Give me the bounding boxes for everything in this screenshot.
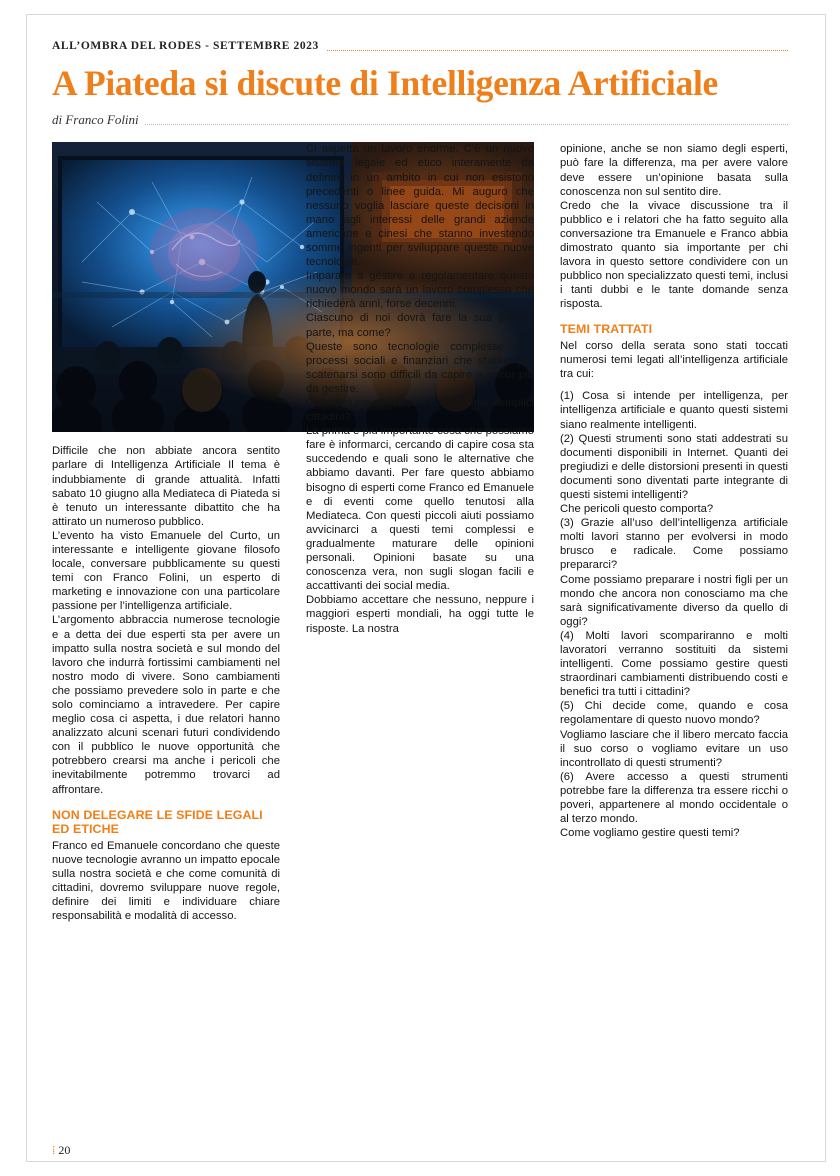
page-rule-bottom	[26, 1161, 826, 1162]
paragraph-spacer	[560, 381, 788, 389]
paragraph: La prima e più importante cosa che possiamo fare è informarci, cercando di capire cosa sta succedendo e quali sono le alternative che abbiamo davanti. Per fare questo abbiamo bisogno di esperti come Franco ed Emanuele e di eventi come quello tenutosi alla Mediateca. Con questi piccoli aiuti possiamo avvicinarci a questi temi complessi e gradualmente maturare delle opinioni personali. Opinioni basate su una conoscenza vera, non sugli slogan facili e accattivanti dei social media.	[306, 425, 534, 593]
paragraph: Dobbiamo accettare che nessuno, neppure i maggiori esperti mondiali, ha oggi tutte le risposte. La nostra	[306, 594, 534, 635]
article-headline: A Piateda si discute di Intelligenza Artificiale	[52, 63, 718, 103]
list-item: (5) Chi decide come, quando e cosa regolamentare di questo nuovo mondo?	[560, 700, 788, 727]
paragraph: Difficile che non abbiate ancora sentito parlare di Intelligenza Artificiale Il tema è indubbiamente di grande attualità. Infatti sabato 10 giugno alla Mediateca di Piateda si è tenuto un interessante dibattito che ha attirato un numeroso pubblico.	[52, 445, 280, 528]
paragraph: Nel corso della serata sono stati toccati numerosi temi legati all’intelligenza artificiale tra cui:	[560, 340, 788, 381]
section-subhead: TEMI TRATTATI	[560, 322, 653, 337]
list-item: Che pericoli questo comporta?	[560, 503, 714, 516]
paragraph: L’argomento abbraccia numerose tecnologie e a detta dei due esperti sta per avere un impatto sulla nostra società e sul mondo del lavoro che indurrà fortissimi cambiamenti nel nostro modo di vivere. Sono cambiamenti che possiamo prevedere solo in parte e che solo cominciamo a intravedere. Per capire meglio cosa ci aspetta, i due relatori hanno analizzato alcuni scenari futuri condividendo con il pubblico le nuove opportunità che potrebbero crearsi ma anche i pericoli che inevitabilmente potremmo trovarci ad affrontare.	[52, 614, 280, 796]
folio-number: 20	[58, 1143, 71, 1157]
paragraph: Qual è dunque il nostro ruolo, come semplici cittadini?	[306, 397, 534, 424]
byline	[52, 112, 788, 128]
list-item: (6) Avere accesso a questi strumenti potrebbe fare la differenza tra essere ricchi o poveri, appartenere al mondo occidentale o al terzo mondo.	[560, 770, 788, 826]
byline-text: di Franco Folini	[52, 112, 139, 128]
list-item: (3) Grazie all’uso dell’intelligenza artificiale molti lavori stanno per evolversi in modo brusco e radicale. Come possiamo prepararci?	[560, 517, 788, 572]
page-rule-left	[26, 14, 27, 1162]
paragraph: Ci aspetta un lavoro enorme. C’è un nuovo sistema legale ed etico interamente da definire in un ambito in cui non esistono precedenti o linee guida. Mi auguro che nessuno voglia lasciare queste decisioni in mano agli interessi delle grandi aziende americane e cinesi che stanno investendo somme ingenti per sviluppare queste nuove tecnologie.	[306, 143, 534, 269]
list-item: Come vogliamo gestire questi temi?	[560, 827, 740, 840]
running-head-text: ALL’OMBRA DEL RODES - SETTEMBRE 2023	[52, 40, 319, 52]
list-item: Vogliamo lasciare che il libero mercato faccia il suo corso o vogliamo evitare un uso incontrollato di questi strumenti?	[560, 728, 788, 769]
page-folio	[52, 1143, 70, 1158]
list-item: (1) Cosa si intende per intelligenza, per intelligenza artificiale e quanto questi sistemi siano realmente intelligenti.	[560, 390, 788, 431]
page-rule-top	[26, 14, 826, 15]
paragraph: Credo che la vivace discussione tra il pubblico e i relatori che ha fatto seguito alla conversazione tra Emanuele e Franco abbia dimostrato quanto sia importante per chi lavora in questo settore condividere con un pubblico non specializzato questi temi, inclusi i tanti dubbi e le tante domande senza risposta.	[560, 199, 788, 311]
list-item: Come possiamo preparare i nostri figli per un mondo che ancora non conosciamo ma che sarà significativamente diverso da quello di oggi?	[560, 573, 788, 628]
column-1	[52, 142, 280, 923]
column-2	[306, 142, 534, 635]
folio-mark: ⁞	[52, 1143, 56, 1157]
paragraph: Imparare a gestire e regolamentare questo nuovo mondo sarà un lavoro complesso che richiederà anni, forse decenni.	[306, 270, 534, 311]
paragraph: Franco ed Emanuele concordano che queste nuove tecnologie avranno un impatto epocale sulla nostra società e che come comunità di cittadini, dovremo sviluppare nuove regole, definire dei limiti e individuare chiare responsabilità e modalità di accesso.	[52, 839, 280, 923]
byline-dotted-rule	[145, 115, 788, 125]
section-subhead: NON DELEGARE LE SFIDE LEGALI ED ETICHE	[52, 807, 263, 837]
list-item: (4) Molti lavori scompariranno e molti lavoratori verranno sostituiti da sistemi intelligenti. Come possiamo gestire questi straordinari cambiamenti distribuendo costi e benefici tra tutti i cittadini?	[560, 629, 788, 699]
paragraph: opinione, anche se non siamo degli esperti, può fare la differenza, ma per avere valore deve essere un’opinione basata sulla conoscenza non sul sentito dire.	[560, 143, 788, 198]
article-content	[52, 40, 788, 923]
paragraph: L’evento ha visto Emanuele del Curto, un interessante e intelligente giovane filosofo locale, conversare pubblicamente su questi temi con Franco Folini, un esperto di marketing e innovazione con una particolare passione per l’intelligenza artificiale.	[52, 529, 280, 613]
paragraph: Queste sono tecnologie complesse e i processi sociali e finanziari che stanno per scatenarsi sono difficili da capire e ancor più da gestire.	[306, 340, 534, 395]
running-head-dotted-rule	[327, 42, 788, 51]
running-head	[52, 40, 788, 52]
paragraph: Ciascuno di noi dovrà fare la sua piccola parte, ma come?	[306, 312, 534, 339]
list-item: (2) Questi strumenti sono stati addestrati su documenti disponibili in Internet. Quanti dei pregiudizi e delle distorsioni presenti in questi documenti sono diventati parte integrante di questi sistemi intelligenti?	[560, 432, 788, 501]
column-3	[560, 142, 788, 840]
page-rule-right	[825, 14, 826, 1162]
